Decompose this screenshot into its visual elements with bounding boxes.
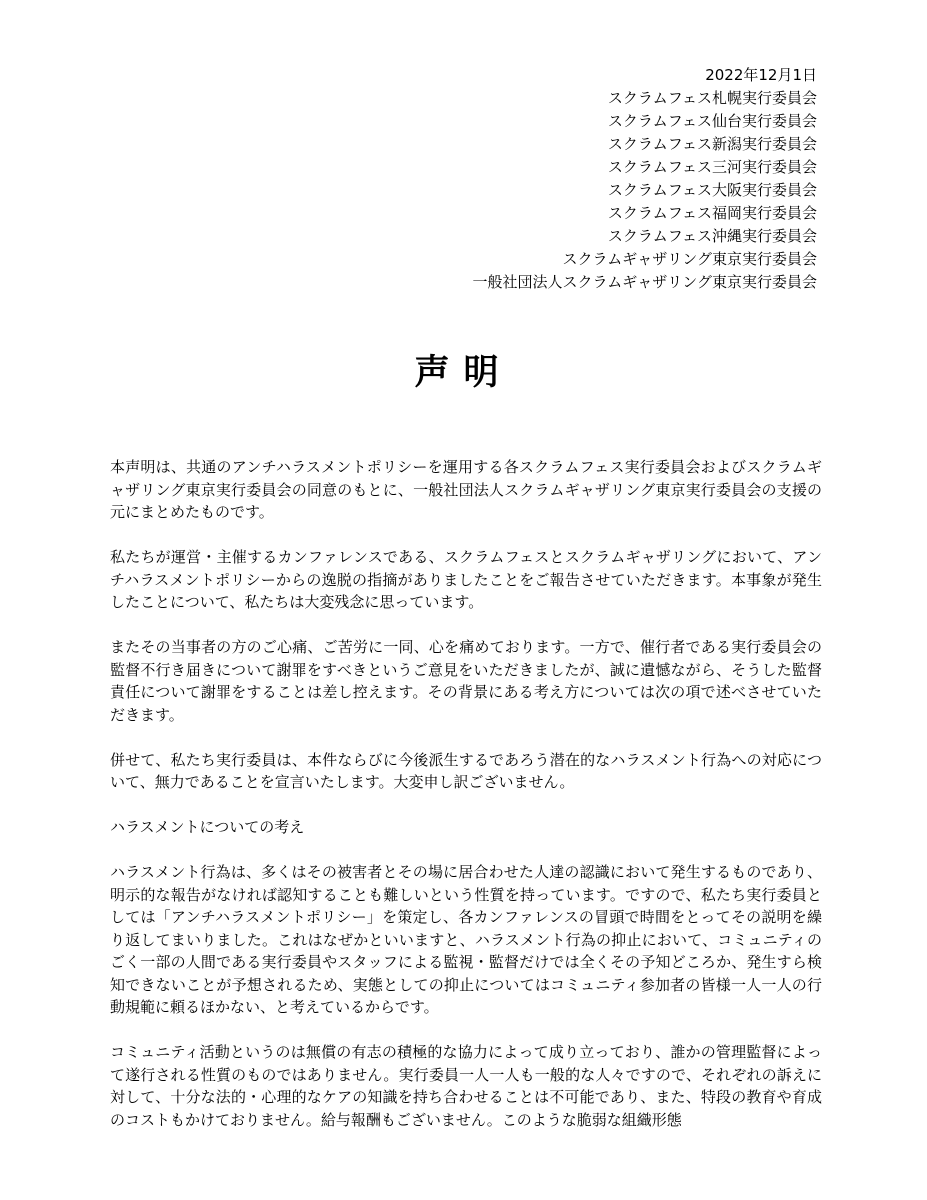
organization-name: スクラムフェス仙台実行委員会 [607, 112, 817, 130]
statement-header [472, 64, 817, 294]
paragraph-report: 私たちが運営・主催するカンファレンスである、スクラムフェスとスクラムギャザリングにおいて、アンチハラスメントポリシーからの逸脱の指摘がありましたことをご報告させていただきます。本事象が発生したことについて、私たちは大変残念に思っています。 [110, 548, 822, 611]
organization-name: スクラムギャザリング東京実行委員会 [562, 250, 817, 268]
paragraph-community-activity: コミュニティ活動というのは無償の有志の積極的な協力によって成り立っており、誰かの管理監督によって遂行される性質のものではありません。実行委員一人一人も一般的な人々ですので、それぞれの訴えに対して、十分な法的・心理的なケアの知識を持ち合わせることは不可能であり、また、特段の教育や育成のコストもかけておりません。給与報酬もございません。このような脆弱な組織形態 [110, 1043, 822, 1129]
organization-name: 一般社団法人スクラムギャザリング東京実行委員会 [472, 273, 817, 291]
organization-name: スクラムフェス三河実行委員会 [607, 158, 817, 176]
document-title: 声明 [414, 353, 513, 393]
section-heading: ハラスメントについての考え [110, 818, 305, 836]
statement-body [110, 456, 822, 1154]
organization-name: スクラムフェス新潟実行委員会 [607, 135, 817, 153]
organization-name: スクラムフェス大阪実行委員会 [607, 181, 817, 199]
paragraph-harassment-view: ハラスメント行為は、多くはその被害者とその場に居合わせた人達の認識において発生するものであり、明示的な報告がなければ認知することも難しいという性質を持っています。ですので、私たち実行委員としては「アンチハラスメントポリシー」を策定し、各カンファレンスの冒頭で時間をとってその説明を繰り返してまいりました。これはなぜかといいますと、ハラスメント行為の抑止において、コミュニティのごく一部の人間である実行委員やスタッフによる監視・監督だけでは全くその予知どころか、発生すら検知できないことが予想されるため、実態としての抑止についてはコミュニティ参加者の皆様一人一人の行動規範に頼るほかない、と考えているからです。 [110, 863, 822, 1016]
paragraph-apology-stance: またその当事者の方のご心痛、ご苦労に一同、心を痛めております。一方で、催行者である実行委員会の監督不行き届きについて謝罪をすべきというご意見をいただきましたが、誠に遺憾ながら、そうした監督責任について謝罪をすることは差し控えます。その背景にある考え方については次の項で述べさせていただきます。 [110, 638, 822, 724]
organization-name: スクラムフェス札幌実行委員会 [607, 89, 817, 107]
statement-date: 2022年12月1日 [705, 66, 817, 84]
organization-name: スクラムフェス福岡実行委員会 [607, 204, 817, 222]
paragraph-intro: 本声明は、共通のアンチハラスメントポリシーを運用する各スクラムフェス実行委員会およびスクラムギャザリング東京実行委員会の同意のもとに、一般社団法人スクラムギャザリング東京実行委員会の支援の元にまとめたものです。 [110, 458, 822, 521]
organization-name: スクラムフェス沖縄実行委員会 [607, 227, 817, 245]
paragraph-declaration: 併せて、私たち実行委員は、本件ならびに今後派生するであろう潜在的なハラスメント行為への対応について、無力であることを宣言いたします。大変申し訳ございません。 [110, 750, 822, 791]
